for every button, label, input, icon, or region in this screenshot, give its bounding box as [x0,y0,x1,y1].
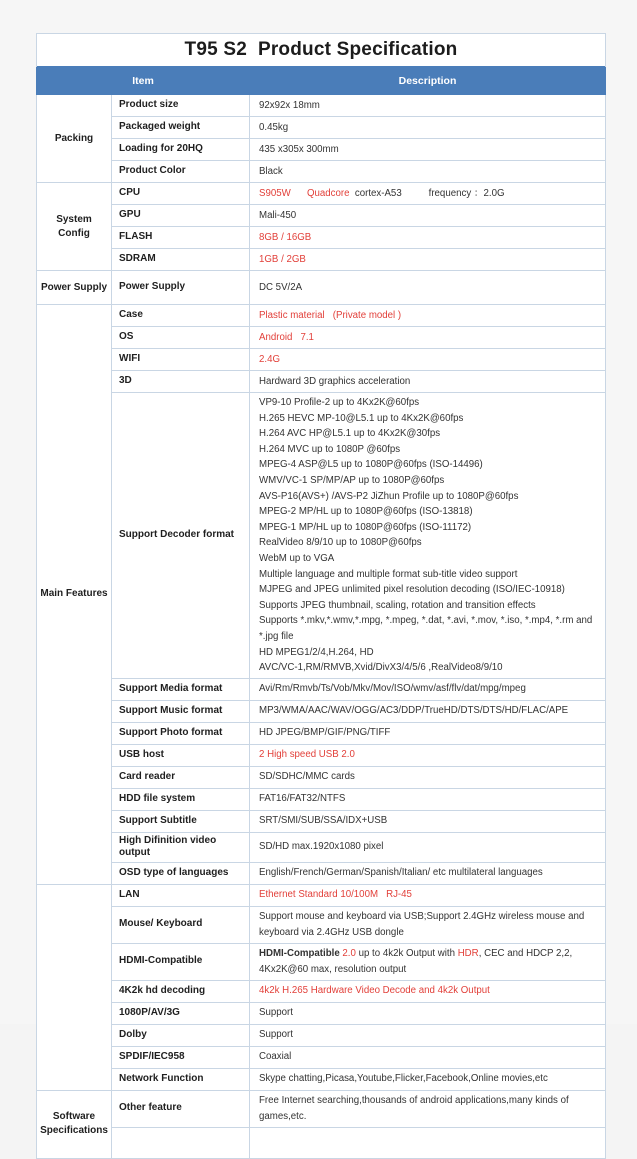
spec-row [37,249,606,271]
item-label: Support Music format [112,700,250,722]
item-label: Support Subtitle [112,810,250,832]
description-cell [250,744,606,766]
description-cell [250,349,606,371]
description-cell [250,722,606,744]
description-text: HDMI-Compatible [259,948,343,960]
description-text: SD/SDHC/MMC cards [259,771,355,783]
header-row [37,67,606,95]
item-label: SDRAM [112,249,250,271]
spec-row [37,161,606,183]
description-text: 2 High speed USB 2.0 [259,749,355,761]
description-text: HD JPEG/BMP/GIF/PNG/TIFF [259,727,391,739]
item-label: Network Function [112,1068,250,1090]
description-text: Quadcore [306,187,350,199]
spec-row [37,393,606,679]
description-text: Support mouse and keyboard via USB;Support 2.4GHz wireless mouse and keyboard via 2.4GHz USB dongle [259,911,587,938]
description-cell [250,832,606,862]
spec-row [37,832,606,862]
spec-row [37,943,606,980]
item-label: HDMI-Compatible [112,943,250,980]
item-label: Product Color [112,161,250,183]
description-cell [250,810,606,832]
item-label: USB host [112,744,250,766]
spec-row [37,1046,606,1068]
spec-row [37,271,606,305]
item-label: Power Supply [112,271,250,305]
item-label [112,1127,250,1158]
description-cell [250,305,606,327]
description-text: MPEG-1 MP/HL up to 1080P@60fps (ISO-11172) [259,521,472,533]
description-cell [250,884,606,906]
description-cell [250,1002,606,1024]
description-cell [250,183,606,205]
spec-row [37,862,606,884]
description-text: 8GB / 16GB [259,231,312,243]
spec-row [37,744,606,766]
description-cell [250,327,606,349]
item-label: Support Media format [112,678,250,700]
description-text: MPEG-4 ASP@L5 up to 1080P@60fps (ISO-14496) [259,459,483,471]
item-label: FLASH [112,227,250,249]
description-text: Android 7.1 [259,331,314,343]
description-text: SD/HD max.1920x1080 pixel [259,841,384,853]
description-cell [250,788,606,810]
item-label: Case [112,305,250,327]
item-label: Product size [112,95,250,117]
spec-row [37,139,606,161]
item-label: Support Decoder format [112,393,250,679]
page-title: T95 S2 Product Specification [37,34,606,67]
description-text: H.264 AVC HP@L5.1 up to 4Kx2K@30fps [259,428,441,440]
item-label: LAN [112,884,250,906]
description-text: cortex-A53 frequency ：2.0G [349,187,505,199]
description-text: H.264 MVC up to 1080P @60fps [259,443,401,455]
description-text: Skype chatting,Picasa,Youtube,Flicker,Facebook,Online movies,etc [259,1073,548,1085]
description-text: Coaxial [259,1051,292,1063]
description-text: Black [259,165,283,177]
description-cell [250,943,606,980]
item-label: OS [112,327,250,349]
description-text: 1GB / 2GB [259,253,306,265]
description-text: SRT/SMI/SUB/SSA/IDX+USB [259,815,388,827]
description-text: Support [259,1029,293,1041]
description-text: VP9-10 Profile-2 up to 4Kx2K@60fps [259,397,420,408]
item-label: Loading for 20HQ [112,139,250,161]
description-text: English/French/German/Spanish/Italian/ etc multilateral languages [259,867,543,879]
description-text: MPEG-2 MP/HL up to 1080P@60fps (ISO-13818) [259,506,473,518]
item-label: SPDIF/IEC958 [112,1046,250,1068]
group-label: System Config [37,183,112,271]
description-cell [250,1127,606,1158]
description-text: 92x92x 18mm [259,99,320,111]
spec-row [37,722,606,744]
description-cell [250,205,606,227]
description-text: *.jpg file [259,630,294,642]
description-cell [250,117,606,139]
spec-row [37,980,606,1002]
description-cell [250,393,606,679]
spec-row [37,678,606,700]
description-text: H.265 HEVC MP-10@L5.1 up to 4Kx2K@60fps [259,412,464,424]
spec-row [37,117,606,139]
spec-row [37,788,606,810]
description-text: HDR [457,948,479,960]
spec-row [37,95,606,117]
description-text: up to 4k2k Output with [358,948,458,960]
description-text: 2.0 [342,948,359,960]
spec-row [37,227,606,249]
spec-row [37,349,606,371]
item-label: Mouse/ Keyboard [112,906,250,943]
description-text: WebM up to VGA [259,552,335,564]
description-text: Plastic material (Private model ) [259,309,402,321]
spec-row [37,810,606,832]
description-cell [250,906,606,943]
description-cell [250,95,606,117]
item-label: GPU [112,205,250,227]
item-label: 3D [112,371,250,393]
item-label: Packaged weight [112,117,250,139]
description-cell [250,678,606,700]
item-label: Other feature [112,1090,250,1127]
item-label: WIFI [112,349,250,371]
spec-row [37,1002,606,1024]
description-cell [250,371,606,393]
column-header-description: Description [250,67,606,95]
group-label: Main Features [37,305,112,885]
description-cell [250,700,606,722]
description-text: Ethernet Standard 10/100M RJ-45 [259,889,412,901]
description-cell [250,766,606,788]
description-cell [250,271,606,305]
spec-row [37,327,606,349]
group-label: Packing [37,95,112,183]
spec-row [37,305,606,327]
title-row [37,34,606,67]
description-text: MP3/WMA/AAC/WAV/OGG/AC3/DDP/TrueHD/DTS/DTS/HD/FLAC/APE [259,705,569,717]
description-cell [250,161,606,183]
description-text: FAT16/FAT32/NTFS [259,793,346,805]
item-label: Dolby [112,1024,250,1046]
spec-row [37,700,606,722]
spec-row [37,1068,606,1090]
item-label: OSD type of languages [112,862,250,884]
description-cell [250,1068,606,1090]
description-text: Multiple language and multiple format sub-title video support [259,568,518,580]
description-text: 0.45kg [259,121,289,133]
description-text: Supports JPEG thumbnail, scaling, rotation and transition effects [259,599,536,611]
description-text: S905W [259,187,291,199]
description-text: Avi/Rm/Rmvb/Ts/Vob/Mkv/Mov/ISO/wmv/asf/flv/dat/mpg/mpeg [259,683,526,695]
description-text: RealVideo 8/9/10 up to 1080P@60fps [259,537,422,549]
item-label: CPU [112,183,250,205]
item-label: Card reader [112,766,250,788]
item-label: Support Photo format [112,722,250,744]
spec-row [37,884,606,906]
item-label: 1080P/AV/3G [112,1002,250,1024]
description-text: MJPEG and JPEG unlimited pixel resolution decoding (ISO/IEC-10918) [259,584,565,596]
description-text: AVC/VC-1,RM/RMVB,Xvid/DivX3/4/5/6 ,RealVideo8/9/10 [259,662,503,674]
group-label [37,884,112,1090]
description-text: Supports *.mkv,*.wmv,*.mpg, *.mpeg, *.dat, *.avi, *.mov, *.iso, *.mp4, *.rm and [259,615,593,627]
description-text: 4Kx2K@60 max, resolution output [259,963,407,975]
spec-row [37,183,606,205]
description-cell [250,227,606,249]
description-text: HD MPEG1/2/4,H.264, HD [259,646,374,658]
description-text: DC 5V/2A [259,281,303,293]
description-text: Mali-450 [259,209,297,221]
description-text: 4k2k H.265 Hardware Video Decode and 4k2k Output [259,985,490,997]
item-label: High Difinition video output [112,832,250,862]
description-cell [250,249,606,271]
description-text: WMV/VC-1 SP/MP/AP up to 1080P@60fps [259,474,445,486]
description-cell [250,139,606,161]
spec-row [37,1090,606,1127]
description-cell [250,1024,606,1046]
description-text: Free Internet searching,thousands of android applications,many kinds of games,etc. [259,1095,572,1122]
spec-row [37,1127,606,1158]
description-text: 435 x305x 300mm [259,143,339,155]
description-text: AVS-P16(AVS+) /AVS-P2 JiZhun Profile up to 1080P@60fps [259,490,519,502]
item-label: HDD file system [112,788,250,810]
item-label: 4K2k hd decoding [112,980,250,1002]
description-text: 2.4G [259,353,281,365]
spec-row [37,766,606,788]
spec-row [37,906,606,943]
spec-row [37,1024,606,1046]
spec-row [37,371,606,393]
column-header-item: Item [37,67,250,95]
group-label: Power Supply [37,271,112,305]
spec-table [36,33,606,1159]
description-cell [250,980,606,1002]
spec-row [37,205,606,227]
description-cell [250,862,606,884]
description-text: , CEC and HDCP 2,2, [478,948,573,960]
description-text [291,188,307,199]
description-cell [250,1090,606,1127]
description-cell [250,1046,606,1068]
group-label: Software Specifications [37,1090,112,1158]
description-text: Support [259,1007,293,1019]
description-text: Hardward 3D graphics acceleration [259,375,411,387]
